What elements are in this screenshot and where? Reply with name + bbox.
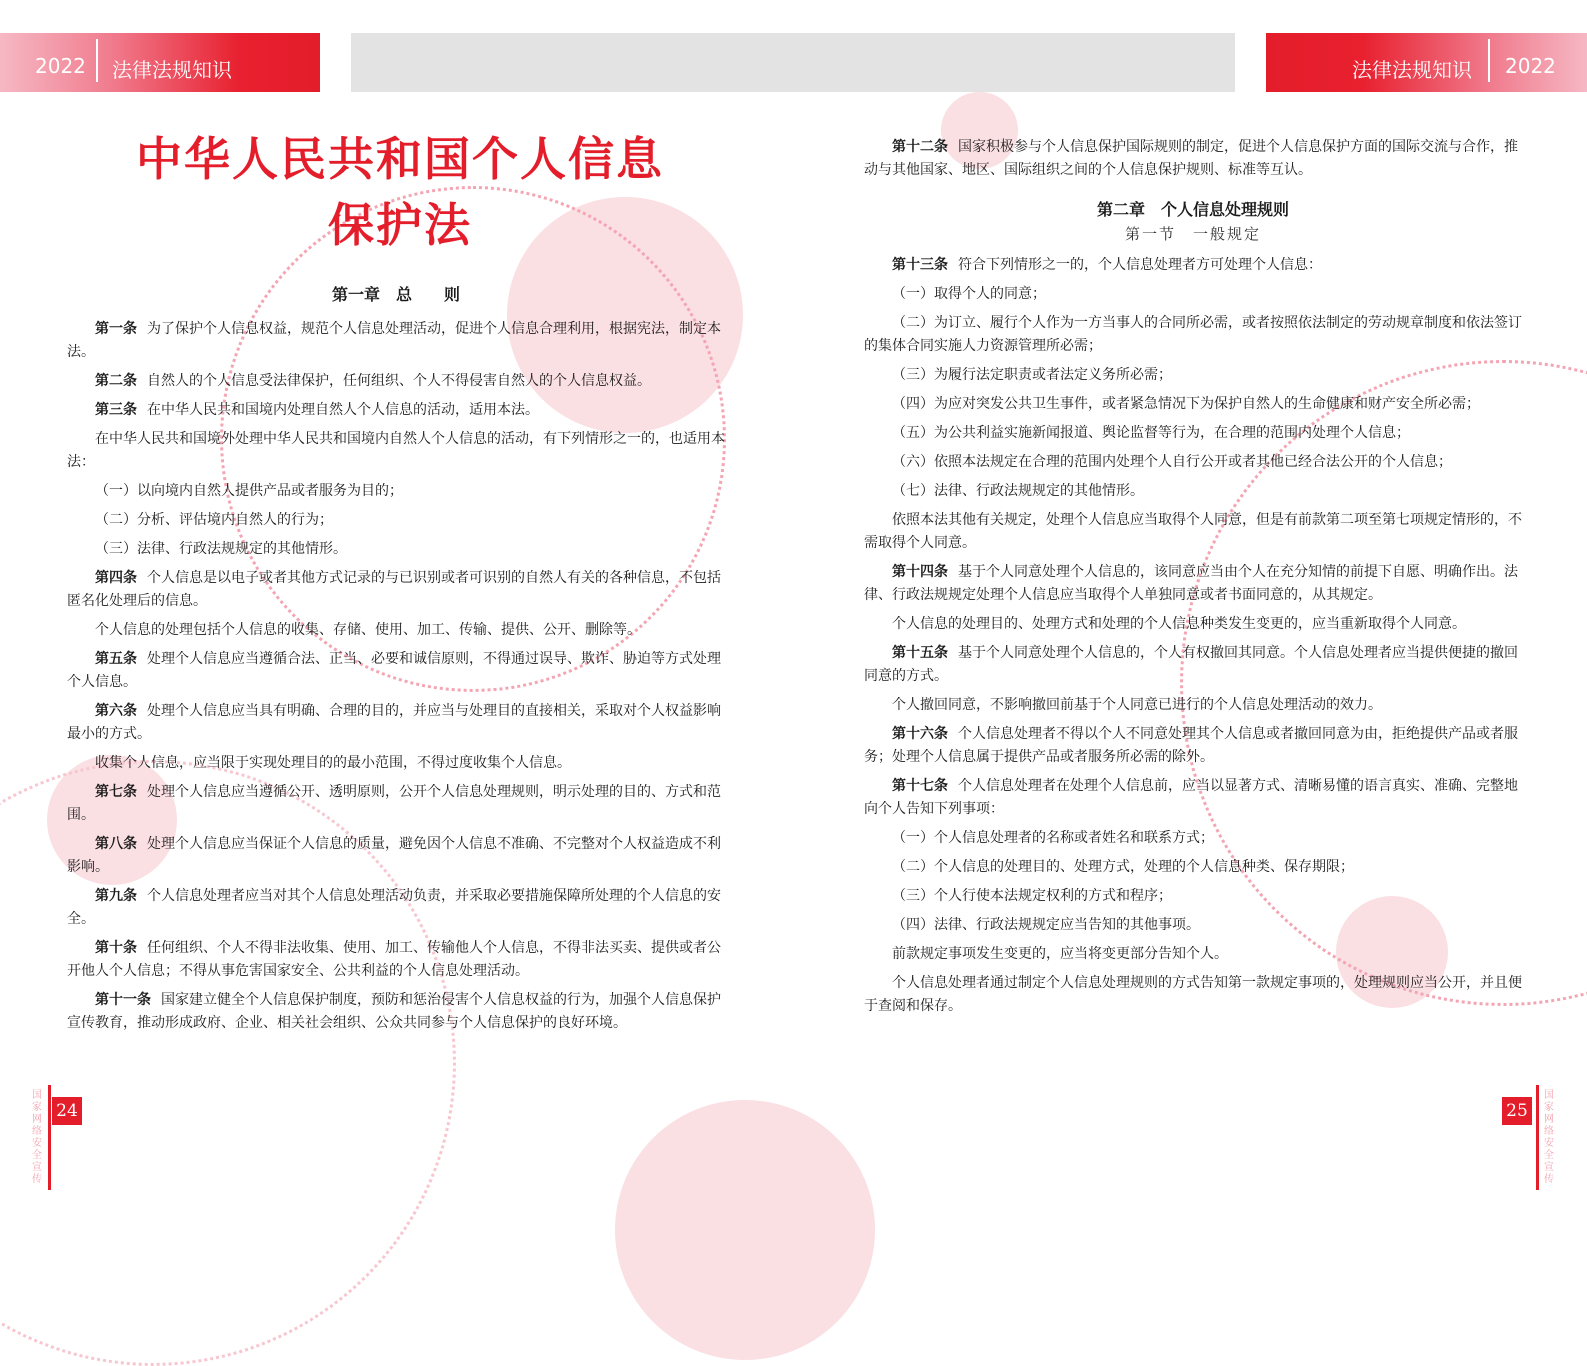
header-left-separator [96,39,98,82]
paragraph-text: （四）为应对突发公共卫生事件，或者紧急情况下为保护自然人的生命健康和财产安全所必需； [892,396,1480,412]
article-paragraph [67,318,725,364]
paragraph-text: 处理个人信息应当遵循公开、透明原则，公开个人信息处理规则，明示处理的目的、方式和范围。 [67,784,721,823]
paragraph-text: 个人信息处理者在处理个人信息前，应当以显著方式、清晰易懂的语言真实、准确、完整地向个人告知下列事项： [864,778,1518,817]
article-label: 第十七条 [892,778,948,794]
article-paragraph [67,989,725,1035]
article-label: 第二条 [95,373,137,389]
body-paragraph [864,827,1522,850]
article-label: 第十六条 [892,726,948,742]
article-paragraph [864,254,1522,277]
paragraph-text: 个人信息处理者应当对其个人信息处理活动负责，并采取必要措施保障所处理的个人信息的安全。 [67,888,721,927]
right-vertical-text: 国家网络安全宣传 [1544,1090,1554,1185]
paragraph-text: （三）法律、行政法规规定的其他情形。 [95,541,347,557]
article-paragraph [67,648,725,694]
article-label: 第六条 [95,703,137,719]
article-label: 第十二条 [892,139,948,155]
article-label: 第五条 [95,651,137,667]
paragraph-text: 前款规定事项发生变更的，应当将变更部分告知个人。 [892,946,1228,962]
body-paragraph [864,613,1522,636]
right-page-bar [1536,1085,1539,1190]
document-title [80,126,720,258]
paragraph-text: 处理个人信息应当遵循合法、正当、必要和诚信原则，不得通过误导、欺诈、胁迫等方式处理个人信息。 [67,651,721,690]
paragraph-text: 为了保护个人信息权益，规范个人信息处理活动，促进个人信息合理利用，根据宪法，制定本法。 [67,321,721,360]
left-vertical-text: 国家网络安全宣传 [32,1090,42,1185]
paragraph-text: （一）以向境内自然人提供产品或者服务为目的； [95,483,403,499]
paragraph-text: 个人信息的处理目的、处理方式和处理的个人信息种类发生变更的，应当重新取得个人同意。 [892,616,1466,632]
body-paragraph [864,393,1522,416]
left-column [67,283,725,1041]
body-paragraph [864,856,1522,879]
title-line-2: 保护法 [328,198,472,252]
body-paragraph [67,509,725,532]
right-column [864,136,1522,1024]
right-paragraphs [864,254,1522,1018]
article-label: 第十五条 [892,645,948,661]
header-right-year: 2022 [1505,54,1556,78]
header-right-separator [1488,39,1490,82]
paragraph-text: （七）法律、行政法规规定的其他情形。 [892,483,1144,499]
body-paragraph [67,538,725,561]
paragraph-text: （三）个人行使本法规定权利的方式和程序； [892,888,1172,904]
decor-circle-bottom [615,1100,875,1360]
article-12 [864,136,1522,182]
article-paragraph [67,781,725,827]
body-paragraph [864,451,1522,474]
paragraph-text: 任何组织、个人不得非法收集、使用、加工、传输他人个人信息，不得非法买卖、提供或者公开他人个人信息；不得从事危害国家安全、公共利益的个人信息处理活动。 [67,940,721,979]
paragraph-text: （二）分析、评估境内自然人的行为； [95,512,333,528]
body-paragraph [864,972,1522,1018]
paragraph-text: 国家建立健全个人信息保护制度，预防和惩治侵害个人信息权益的行为，加强个人信息保护宣传教育，推动形成政府、企业、相关社会组织、公众共同参与个人信息保护的良好环境。 [67,992,721,1031]
paragraph-text: （二）个人信息的处理目的、处理方式，处理的个人信息种类、保存期限； [892,859,1354,875]
paragraph-text: 符合下列情形之一的，个人信息处理者方可处理个人信息： [958,257,1322,273]
body-paragraph [864,364,1522,387]
paragraph-text: 自然人的个人信息受法律保护，任何组织、个人不得侵害自然人的个人信息权益。 [147,373,651,389]
body-paragraph [864,422,1522,445]
paragraph-text: （三）为履行法定职责或者法定义务所必需； [892,367,1172,383]
paragraph-text: 个人信息处理者通过制定个人信息处理规则的方式告知第一款规定事项的，处理规则应当公开，并且便于查阅和保存。 [864,975,1522,1014]
paragraph-text: 处理个人信息应当具有明确、合理的目的，并应当与处理目的直接相关，采取对个人权益影响最小的方式。 [67,703,721,742]
article-label: 第七条 [95,784,137,800]
article-label: 第十条 [95,940,137,956]
body-paragraph [67,752,725,775]
section-1-heading: 第一节 一般规定 [1124,225,1261,243]
article-paragraph [864,561,1522,607]
article-label: 第十四条 [892,564,948,580]
article-paragraph [864,642,1522,688]
paragraph-text: 个人信息处理者不得以个人不同意处理其个人信息或者撤回同意为由，拒绝提供产品或者服务；处理个人信息属于提供产品或者服务所必需的除外。 [864,726,1518,765]
body-paragraph [864,312,1522,358]
body-paragraph [864,885,1522,908]
article-paragraph [67,567,725,613]
body-paragraph [67,480,725,503]
article-label: 第八条 [95,836,137,852]
header-left-title: 法律法规知识 [112,58,232,82]
body-paragraph [864,694,1522,717]
article-paragraph [67,885,725,931]
paragraph-text: （二）为订立、履行个人作为一方当事人的合同所必需，或者按照依法制定的劳动规章制度和依法签订的集体合同实施人力资源管理所必需； [864,315,1522,354]
paragraph-text: 基于个人同意处理个人信息的，该同意应当由个人在充分知情的前提下自愿、明确作出。法律、行政法规规定处理个人信息应当取得个人单独同意或者书面同意的，从其规定。 [864,564,1518,603]
left-paragraphs [67,318,725,1035]
article-paragraph [67,833,725,879]
right-page-number: 25 [1502,1097,1532,1125]
body-paragraph [864,509,1522,555]
paragraph-text: 个人撤回同意，不影响撤回前基于个人同意已进行的个人信息处理活动的效力。 [892,697,1382,713]
paragraph-text: 在中华人民共和国境外处理中华人民共和国境内自然人个人信息的活动，有下列情形之一的，也适用本法： [67,431,725,470]
header-middle-band [351,33,1235,92]
article-label: 第四条 [95,570,137,586]
paragraph-text: 处理个人信息应当保证个人信息的质量，避免因个人信息不准确、不完整对个人权益造成不利影响。 [67,836,721,875]
article-paragraph [864,723,1522,769]
title-line-1: 中华人民共和国个人信息 [136,132,664,186]
article-paragraph [67,399,725,422]
body-paragraph [864,943,1522,966]
paragraph-text: （五）为公共利益实施新闻报道、舆论监督等行为，在合理的范围内处理个人信息； [892,425,1410,441]
article-label: 第十一条 [95,992,151,1008]
paragraph-text: （一）取得个人的同意； [892,286,1046,302]
paragraph-text: 收集个人信息，应当限于实现处理目的的最小范围，不得过度收集个人信息。 [95,755,571,771]
header-left-year: 2022 [35,54,86,78]
header-right-title: 法律法规知识 [1352,58,1472,82]
left-page-bar [48,1085,51,1190]
article-text: 国家积极参与个人信息保护国际规则的制定，促进个人信息保护方面的国际交流与合作，推动与其他国家、地区、国际组织之间的个人信息保护规则、标准等互认。 [864,139,1518,178]
paragraph-text: 个人信息是以电子或者其他方式记录的与已识别或者可识别的自然人有关的各种信息，不包括匿名化处理后的信息。 [67,570,721,609]
chapter-1-heading: 第一章 总 则 [331,285,460,304]
article-label: 第九条 [95,888,137,904]
left-page-number: 24 [52,1097,82,1125]
body-paragraph [864,914,1522,937]
body-paragraph [67,428,725,474]
article-paragraph [67,700,725,746]
body-paragraph [864,283,1522,306]
article-paragraph [67,937,725,983]
article-paragraph [67,370,725,393]
paragraph-text: （六）依照本法规定在合理的范围内处理个人自行公开或者其他已经合法公开的个人信息； [892,454,1452,470]
paragraph-text: 基于个人同意处理个人信息的，个人有权撤回其同意。个人信息处理者应当提供便捷的撤回同意的方式。 [864,645,1518,684]
article-label: 第三条 [95,402,137,418]
article-label: 第一条 [95,321,137,337]
paragraph-text: 依照本法其他有关规定，处理个人信息应当取得个人同意，但是有前款第二项至第七项规定情形的，不需取得个人同意。 [864,512,1522,551]
paragraph-text: （四）法律、行政法规规定应当告知的其他事项。 [892,917,1200,933]
chapter-2-heading: 第二章 个人信息处理规则 [1096,200,1289,219]
body-paragraph [864,480,1522,503]
paragraph-text: 个人信息的处理包括个人信息的收集、存储、使用、加工、传输、提供、公开、删除等。 [95,622,641,638]
article-paragraph [864,775,1522,821]
body-paragraph [67,619,725,642]
article-label: 第十三条 [892,257,948,273]
paragraph-text: （一）个人信息处理者的名称或者姓名和联系方式； [892,830,1214,846]
paragraph-text: 在中华人民共和国境内处理自然人个人信息的活动，适用本法。 [147,402,539,418]
